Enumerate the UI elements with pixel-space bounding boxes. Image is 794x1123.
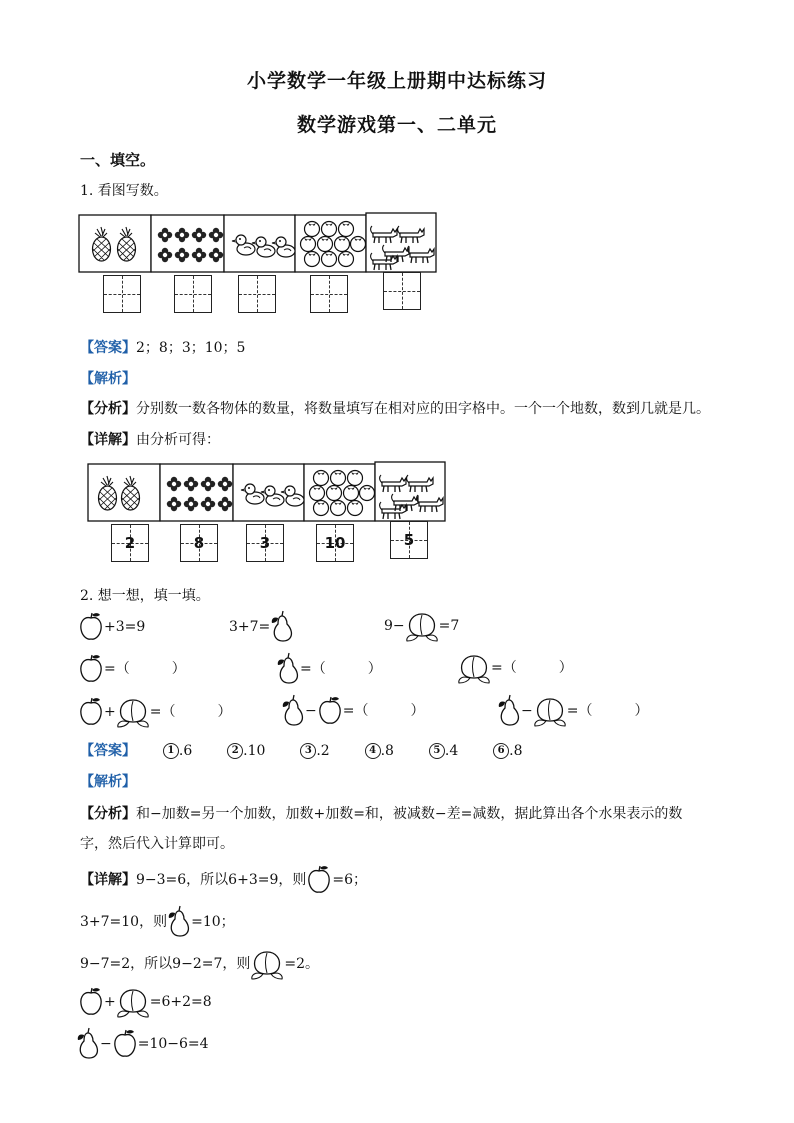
q1-jiexi: 【解析】 xyxy=(80,371,136,387)
answer-value: .8 xyxy=(509,743,523,759)
q2-row1-eq1 xyxy=(78,612,145,642)
q2-jiexi: 【解析】 xyxy=(80,774,136,790)
answer-grid-empty[interactable] xyxy=(310,275,348,313)
q2-row3-item2 xyxy=(281,694,424,728)
q2-detail-2 xyxy=(80,905,235,939)
eq-text: 9− xyxy=(384,618,405,634)
xiangjie-tag: 【详解】 xyxy=(80,872,136,888)
q1-xiangjie xyxy=(80,429,220,449)
apple-icon xyxy=(112,1029,138,1059)
apple-icon xyxy=(306,865,332,895)
apple-icon xyxy=(78,654,104,684)
q2-row1-eq3 xyxy=(384,610,459,642)
section-heading: 一、填空。 xyxy=(80,151,156,169)
detail-text: 3+7=10，则 xyxy=(80,914,168,930)
blank-text[interactable]: =（ ） xyxy=(300,661,382,677)
q2-row2-item1 xyxy=(78,654,186,684)
eq-text: +3=9 xyxy=(104,619,146,635)
minus-sign: − xyxy=(100,1036,112,1052)
circled-number: 5 xyxy=(429,743,445,759)
page-subtitle: 数学游戏第一、二单元 xyxy=(296,114,497,136)
detail-text: =10−6=4 xyxy=(137,1036,209,1052)
pear-icon xyxy=(270,610,294,644)
answer-grid-empty[interactable] xyxy=(383,272,421,310)
answer-value: .4 xyxy=(444,743,459,759)
circled-number: 2 xyxy=(227,743,243,759)
answer-item xyxy=(365,743,394,759)
plus-sign: + xyxy=(104,994,116,1010)
peach-icon xyxy=(250,948,284,980)
answer-number: 10 xyxy=(324,534,346,552)
fenxi-tag: 【分析】 xyxy=(80,401,136,417)
apple-icon xyxy=(317,696,343,726)
apple-icon xyxy=(78,697,104,727)
q1-answer xyxy=(80,337,245,357)
minus-sign: − xyxy=(521,703,533,719)
q2-row1-eq2 xyxy=(229,610,294,644)
fenxi-text: 和−加数=另一个加数，加数+加数=和，被减数−差=减数，据此算出各个水果表示的数 xyxy=(136,806,683,822)
answer-grid-filled xyxy=(180,524,218,562)
plus-sign: + xyxy=(104,704,116,720)
answer-text: 2；8；3；10；5 xyxy=(136,340,246,356)
counting-picture-solution xyxy=(87,461,447,521)
circled-number: 6 xyxy=(493,743,509,759)
q2-fenxi xyxy=(80,803,682,823)
apple-icon xyxy=(78,612,104,642)
circled-number: 4 xyxy=(365,743,381,759)
answer-grid-filled xyxy=(390,521,428,559)
detail-text: =10； xyxy=(191,914,235,930)
xiangjie-text: 由分析可得： xyxy=(136,432,220,448)
circled-number: 3 xyxy=(300,743,316,759)
detail-text: =6； xyxy=(332,872,368,888)
answer-value: .6 xyxy=(178,743,193,759)
answer-item xyxy=(429,743,458,759)
circled-number: 1 xyxy=(163,743,179,759)
answer-item xyxy=(300,743,329,759)
eq-text: 3+7= xyxy=(229,619,271,635)
answer-value: .2 xyxy=(316,743,330,759)
answer-number: 3 xyxy=(259,534,271,552)
pear-icon xyxy=(167,905,191,939)
detail-text: 9−7=2，所以9−2=7，则 xyxy=(80,956,251,972)
peach-icon xyxy=(116,696,150,728)
q2-detail-4 xyxy=(78,986,212,1018)
answer-grid-filled xyxy=(246,524,284,562)
xiangjie-tag: 【详解】 xyxy=(80,432,136,448)
answer-tag: 【答案】 xyxy=(80,340,136,356)
blank-text[interactable]: =（ ） xyxy=(342,703,425,719)
q2-fenxi-cont: 字，然后代入计算即可。 xyxy=(80,836,234,852)
answer-tag: 【答案】 xyxy=(80,743,136,759)
peach-icon xyxy=(405,610,439,642)
q2-row2-item2 xyxy=(276,652,382,686)
minus-sign: − xyxy=(305,703,317,719)
detail-text: =6+2=8 xyxy=(149,994,212,1010)
answer-grid-empty[interactable] xyxy=(103,275,141,313)
answer-item xyxy=(227,743,265,759)
pear-icon xyxy=(281,694,305,728)
question-2-label: 2. 想一想，填一填。 xyxy=(80,588,210,604)
q2-row2-item3 xyxy=(457,652,573,684)
apple-icon xyxy=(78,987,104,1017)
answer-value: .10 xyxy=(243,743,266,759)
q2-row3-item1 xyxy=(78,696,231,728)
eq-text: =7 xyxy=(438,618,460,634)
blank-text[interactable]: =（ ） xyxy=(149,704,232,720)
page-title: 小学数学一年级上册期中达标练习 xyxy=(246,70,547,92)
answer-item xyxy=(163,743,192,759)
q1-fenxi xyxy=(80,398,710,418)
answer-item xyxy=(493,743,522,759)
pear-icon xyxy=(276,652,300,686)
answer-number: 2 xyxy=(124,534,136,552)
blank-text[interactable]: =（ ） xyxy=(491,660,573,676)
blank-text[interactable]: =（ ） xyxy=(566,703,649,719)
peach-icon xyxy=(533,695,567,727)
q2-answer xyxy=(80,740,523,760)
answer-number: 5 xyxy=(403,531,415,549)
counting-picture xyxy=(78,212,438,272)
q2-row3-item3 xyxy=(497,694,648,728)
detail-text: =2。 xyxy=(284,956,320,972)
fenxi-text: 分别数一数各物体的数量，将数量填写在相对应的田字格中。一个一个地数，数到几就是几。 xyxy=(136,401,710,417)
answer-value: .8 xyxy=(380,743,394,759)
q2-detail-1 xyxy=(80,865,367,895)
blank-text[interactable]: =（ ） xyxy=(104,661,186,677)
question-1-label: 1. 看图写数。 xyxy=(80,183,168,199)
counting-objects-figure xyxy=(78,212,438,274)
answer-grid-filled xyxy=(316,524,354,562)
counting-objects-figure-solution xyxy=(87,461,447,523)
pear-icon xyxy=(497,694,521,728)
answer-grid-empty[interactable] xyxy=(238,275,276,313)
peach-icon xyxy=(457,652,491,684)
q2-detail-3 xyxy=(80,948,319,980)
q2-detail-5 xyxy=(76,1027,209,1061)
peach-icon xyxy=(116,986,150,1018)
answer-grid-filled xyxy=(111,524,149,562)
answer-number: 8 xyxy=(193,534,205,552)
detail-text: 9−3=6，所以6+3=9，则 xyxy=(136,872,307,888)
fenxi-tag: 【分析】 xyxy=(80,806,136,822)
answer-grid-empty[interactable] xyxy=(174,275,212,313)
pear-icon xyxy=(76,1027,100,1061)
